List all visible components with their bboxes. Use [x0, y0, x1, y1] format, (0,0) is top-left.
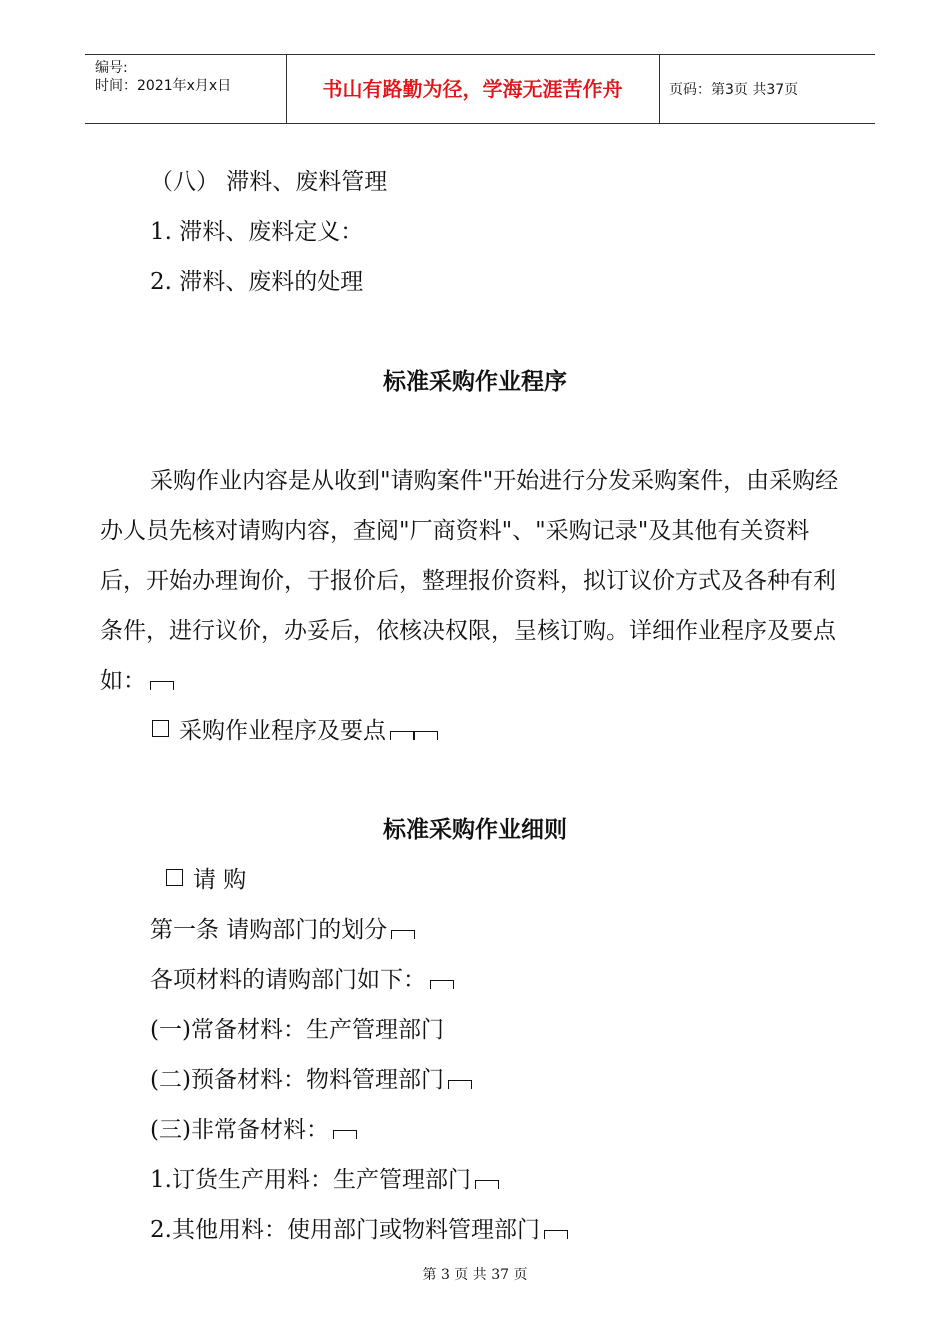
line-break-mark-icon	[544, 1230, 568, 1239]
detail-line-text: 2.其他用料：使用部门或物料管理部门	[150, 1217, 540, 1243]
paragraph-text: 采购作业内容是从收到"请购案件"开始进行分发采购案件，由采购经办人员先核对请购内容，查阅"厂商资料"、"采购记录"及其他有关资料后，开始办理询价，于报价后，整理报价资料，拟订议价方式及各种有利条件，进行议价，办妥后，依核决权限，呈核订购。详细作业程序及要点如：	[100, 468, 839, 694]
detail-line	[150, 1015, 444, 1045]
checkbox-icon	[152, 720, 169, 737]
line-break-mark-icon	[391, 930, 415, 939]
detail-line	[150, 915, 415, 945]
list-item: 1. 滞料、废料定义：	[150, 219, 364, 245]
detail-line-text: (三)非常备材料：	[150, 1117, 329, 1143]
detail-line-text: 1.订货生产用料：生产管理部门	[150, 1167, 471, 1193]
line-break-mark-icon	[150, 681, 174, 690]
details-title: 标准采购作业细则	[383, 817, 567, 843]
line-break-mark-icon	[430, 980, 454, 989]
line-break-mark-icon	[390, 731, 414, 740]
detail-line	[150, 1115, 357, 1145]
detail-line-text: 第一条 请购部门的划分	[150, 917, 388, 943]
detail-line	[150, 965, 454, 995]
bullet-text: 采购作业程序及要点	[179, 718, 386, 744]
header-page-cell	[659, 55, 875, 123]
line-break-mark-icon	[475, 1180, 499, 1189]
detail-line	[150, 1065, 472, 1095]
header-motto-cell	[286, 55, 660, 123]
detail-line-text: (二)预备材料：物料管理部门	[150, 1067, 444, 1093]
detail-line-text: 各项材料的请购部门如下：	[150, 967, 426, 993]
page-number-label: 页码：第3页 共37页	[669, 82, 799, 98]
procedure-bullet	[152, 716, 438, 746]
section-heading: （八） 滞料、废料管理	[150, 169, 388, 195]
header-meta-cell	[85, 55, 287, 123]
detail-line-text: (一)常备材料：生产管理部门	[150, 1017, 444, 1043]
motto-text: 书山有路勤为径，学海无涯苦作舟	[322, 77, 623, 101]
section-label	[166, 865, 246, 895]
detail-line	[150, 1215, 568, 1245]
number-label: 编号:	[95, 60, 128, 76]
time-label: 时间：2021年x月x日	[95, 78, 232, 94]
checkbox-icon	[166, 869, 183, 886]
line-break-mark-icon	[414, 731, 438, 740]
line-break-mark-icon	[333, 1130, 357, 1139]
page-footer: 第 3 页 共 37 页	[422, 1267, 528, 1283]
list-item: 2. 滞料、废料的处理	[150, 269, 364, 295]
procedure-title: 标准采购作业程序	[383, 369, 567, 395]
page-header	[85, 54, 875, 124]
detail-line	[150, 1165, 499, 1195]
section-label-text: 请 购	[193, 867, 247, 893]
line-break-mark-icon	[448, 1080, 472, 1089]
procedure-paragraph	[100, 456, 840, 706]
